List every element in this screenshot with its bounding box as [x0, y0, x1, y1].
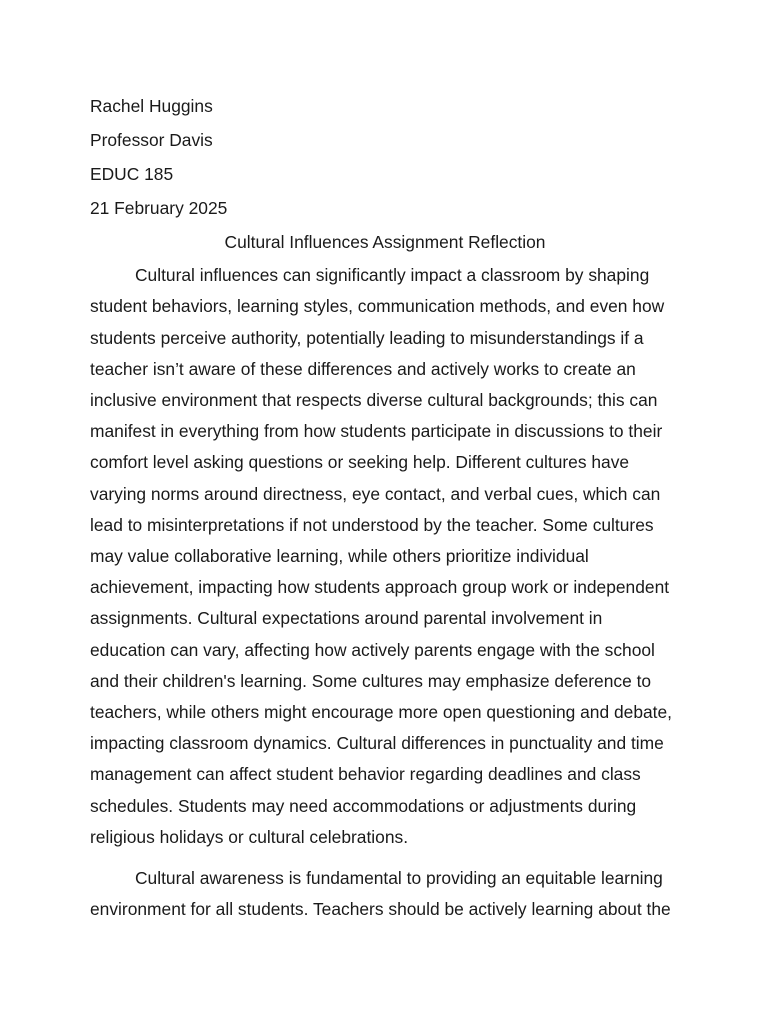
- student-name: Rachel Huggins: [90, 96, 213, 116]
- document-title: Cultural Influences Assignment Reflection: [224, 232, 546, 252]
- document-date: 21 February 2025: [90, 198, 228, 218]
- paragraph-1: Cultural influences can significantly impact a classroom by shaping student behaviors, learning styles, communication methods, and even how students perceive authority, potentially leading to misunderstandings if a teacher isn’t aware of these differences and actively works to create an inclusive environment that respects diverse cultural backgrounds; this can manifest in everything from how students participate in discussions to their comfort level asking questions or seeking help. Different cultures have varying norms around directness, eye contact, and verbal cues, which can lead to misinterpretations if not understood by the teacher. Some cultures may value collaborative learning, while others prioritize individual achievement, impacting how students approach group work or independent assignments. Cultural expectations around parental involvement in education can vary, affecting how actively parents engage with the school and their children's learning. Some cultures may emphasize deference to teachers, while others might encourage more open questioning and debate, impacting classroom dynamics. Cultural differences in punctuality and time management can affect student behavior regarding deadlines and class schedules. Students may need accommodations or adjustments during religious holidays or cultural celebrations.: [90, 265, 673, 847]
- paragraph-2: Cultural awareness is fundamental to providing an equitable learning environment for all students. Teachers should be actively learning about the: [90, 868, 671, 920]
- document-body: [90, 91, 680, 935]
- professor-name: Professor Davis: [90, 130, 213, 150]
- course-code: EDUC 185: [90, 164, 174, 184]
